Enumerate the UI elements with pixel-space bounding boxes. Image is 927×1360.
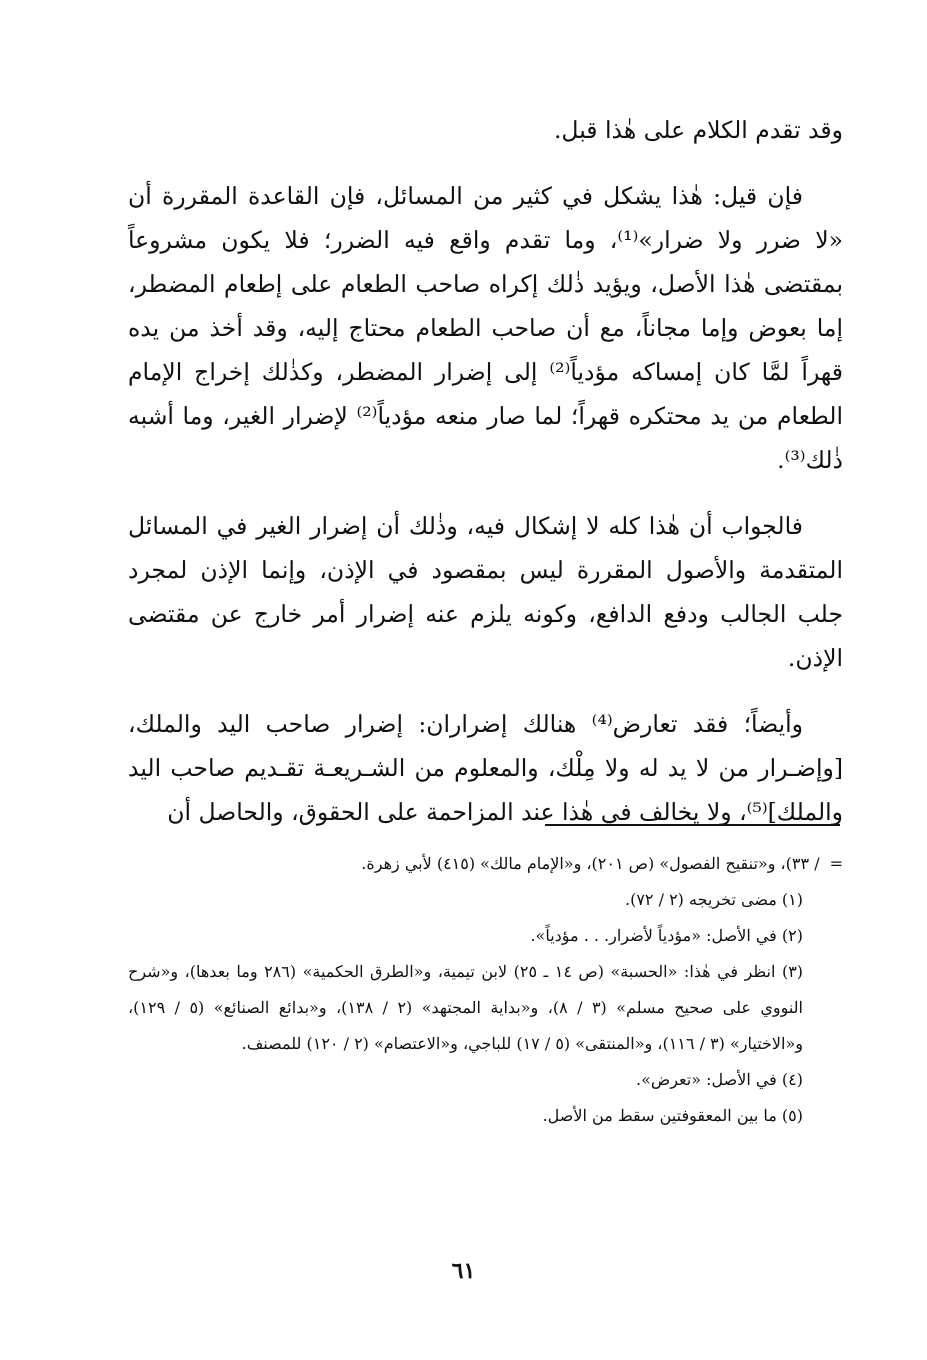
continuation-text: / ٣٣)، و«تنقيح الفصول» (ص ٢٠١)، و«الإمام مالك» (٤١٥) لأبي زهرة. <box>361 854 820 873</box>
page-number: ٦١ <box>451 1258 476 1284</box>
footnote-continuation <box>128 846 843 882</box>
paragraph-2: فإن قيل: هٰذا يشكل في كثير من المسائل، فإن القاعدة المقررة أن «لا ضرر ولا ضرار»⁽¹⁾، وما تقدم واقع فيه الضرر؛ فلا يكون مشروعاً بمقتضى هٰذا الأصل، ويؤيد ذٰلك إكراه صاحب الطعام على إطعام المضطر، إما بعوض وإما مجاناً، مع أن صاحب الطعام محتاج إليه، وقد أخذ من يده قهراً لمَّا كان إمساكه مؤدياً⁽²⁾ إلى إضرار المضطر، وكذٰلك إخراج الإمام الطعام من يد محتكره قهراً؛ لما صار منعه مؤدياً⁽²⁾ لإضرار الغير، وما أشبه ذٰلك⁽³⁾. <box>128 182 843 474</box>
footnote-3: (٣) انظر في هٰذا: «الحسبة» (ص ١٤ ـ ٢٥) لابن تيمية، و«الطرق الحكمية» (٢٨٦ وما بعدها)، و«شرح النووي على صحيح مسلم» (٣ / ٨)، و«بداية المجتهد» (٢ / ١٣٨)، و«بدائع الصنائع» (٥ / ١٢٩)، و«الاختيار» (٣ / ١١٦)، و«المنتقى» (٥ / ١٧) للباجي، و«الاعتصام» (٢ / ١٢٠) للمصنف. <box>128 962 804 1053</box>
paragraph-1: وقد تقدم الكلام على هٰذا قبل. <box>553 116 843 144</box>
footnotes <box>128 846 843 1134</box>
main-text <box>128 108 843 856</box>
footnote-divider <box>545 824 840 826</box>
continuation-marker: = <box>829 854 843 873</box>
paragraph-4: وأيضاً؛ فقد تعارض⁽⁴⁾ هنالك إضراران: إضرار صاحب اليد والملك، [وإضـرار من لا يد له ولا مِلْك، والمعلوم من الشـريعـة تقـديم صاحب اليد والملك]⁽⁵⁾، ولا يخالف في هٰذا عند المزاحمة على الحقوق، والحاصل أن <box>128 710 843 826</box>
footnote-2: (٢) في الأصل: «مؤدياً لأضرار. . . مؤدياً». <box>530 926 803 945</box>
footnote-1: (١) مضى تخريجه (٢ / ٧٢). <box>624 890 803 909</box>
paragraph-3: فالجواب أن هٰذا كله لا إشكال فيه، وذٰلك أن إضرار الغير في المسائل المتقدمة والأصول المقررة ليس بمقصود في الإذن، وإنما الإذن لمجرد جلب الجالب ودفع الدافع، وكونه يلزم عنه إضرار أمر خارج عن مقتضى الإذن. <box>128 512 843 672</box>
footnote-5: (٥) ما بين المعقوفتين سقط من الأصل. <box>542 1106 803 1125</box>
footnote-4: (٤) في الأصل: «تعرض». <box>636 1070 803 1089</box>
